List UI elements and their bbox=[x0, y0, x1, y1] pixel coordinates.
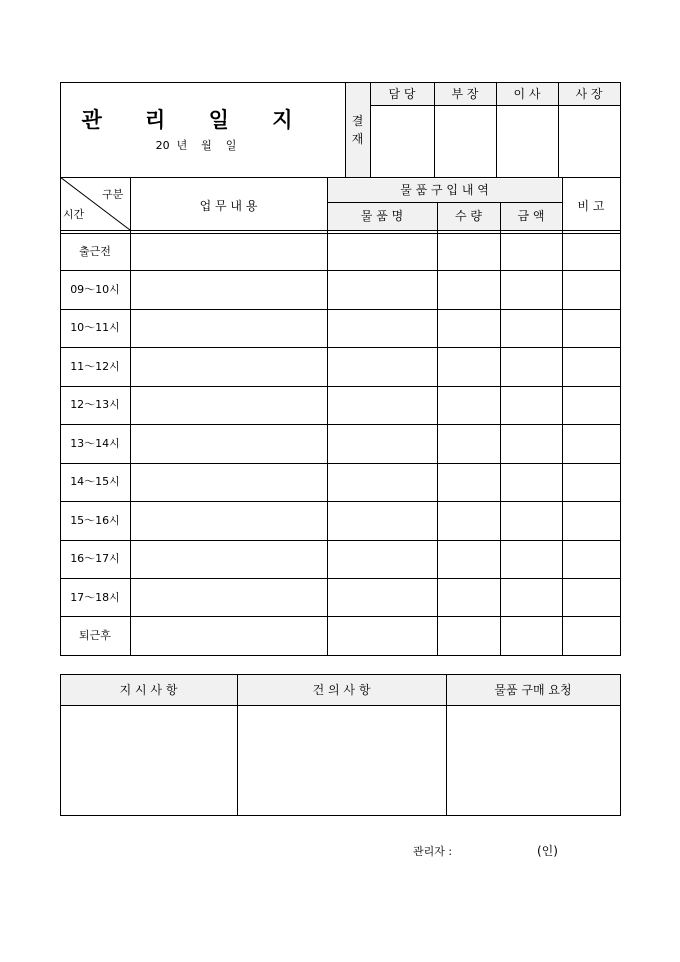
table-row[interactable] bbox=[131, 387, 620, 424]
approval-signature-director[interactable] bbox=[497, 106, 557, 177]
amount-header: 금 액 bbox=[517, 209, 545, 223]
corner-label-category: 구분 bbox=[102, 188, 124, 201]
row-label-12-13: 12～13시 bbox=[70, 398, 120, 411]
row-label-after-work: 퇴근후 bbox=[79, 629, 111, 642]
work-content-header: 업 무 내 용 bbox=[199, 199, 258, 213]
approval-role-director: 이 사 bbox=[513, 87, 541, 101]
manager-signature-field[interactable] bbox=[465, 840, 533, 862]
table-row[interactable] bbox=[131, 310, 620, 347]
table-row[interactable] bbox=[131, 464, 620, 501]
table-row[interactable] bbox=[131, 234, 620, 270]
remarks-header: 비 고 bbox=[577, 199, 605, 213]
row-label-16-17: 16～17시 bbox=[70, 552, 120, 565]
row-label-11-12: 11～12시 bbox=[70, 360, 120, 373]
table-row[interactable] bbox=[131, 579, 620, 616]
row-label-14-15: 14～15시 bbox=[70, 475, 120, 488]
instructions-header: 지 시 사 항 bbox=[119, 683, 178, 697]
document-title: 관 리 일 지 bbox=[81, 107, 311, 132]
table-row[interactable] bbox=[131, 541, 620, 578]
manager-label: 관리자 : bbox=[413, 845, 453, 858]
row-label-17-18: 17～18시 bbox=[70, 591, 120, 604]
item-name-header: 물 품 명 bbox=[360, 209, 404, 223]
table-row[interactable] bbox=[131, 425, 620, 463]
purchase-request-field[interactable] bbox=[447, 706, 620, 815]
approval-role-president: 사 장 bbox=[575, 87, 603, 101]
table-row[interactable] bbox=[131, 348, 620, 386]
row-label-13-14: 13～14시 bbox=[70, 437, 120, 450]
purchase-details-header: 물 품 구 입 내 역 bbox=[400, 183, 489, 197]
corner-diagonal bbox=[60, 177, 130, 231]
row-label-10-11: 10～11시 bbox=[70, 321, 120, 334]
row-label-15-16: 15～16시 bbox=[70, 514, 120, 527]
approval-signature-staff[interactable] bbox=[371, 106, 433, 177]
suggestions-field[interactable] bbox=[238, 706, 446, 815]
approval-signature-president[interactable] bbox=[559, 106, 619, 177]
seal-label: (인) bbox=[537, 844, 558, 858]
table-row[interactable] bbox=[131, 617, 620, 655]
suggestions-header: 건 의 사 항 bbox=[312, 683, 371, 697]
date-line: 20 년 월 일 bbox=[155, 139, 237, 152]
row-label-09-10: 09～10시 bbox=[70, 283, 120, 296]
row-label-before-work: 출근전 bbox=[79, 245, 111, 258]
approval-role-staff: 담 당 bbox=[388, 87, 416, 101]
quantity-header: 수 량 bbox=[455, 209, 482, 223]
corner-label-time: 시간 bbox=[63, 208, 85, 221]
approval-label: 결 재 bbox=[351, 114, 364, 146]
approval-role-manager: 부 장 bbox=[451, 87, 479, 101]
approval-signature-manager[interactable] bbox=[435, 106, 495, 177]
table-row[interactable] bbox=[131, 502, 620, 540]
table-row[interactable] bbox=[131, 271, 620, 309]
instructions-field[interactable] bbox=[61, 706, 237, 815]
purchase-request-header: 물품 구매 요청 bbox=[494, 683, 572, 697]
